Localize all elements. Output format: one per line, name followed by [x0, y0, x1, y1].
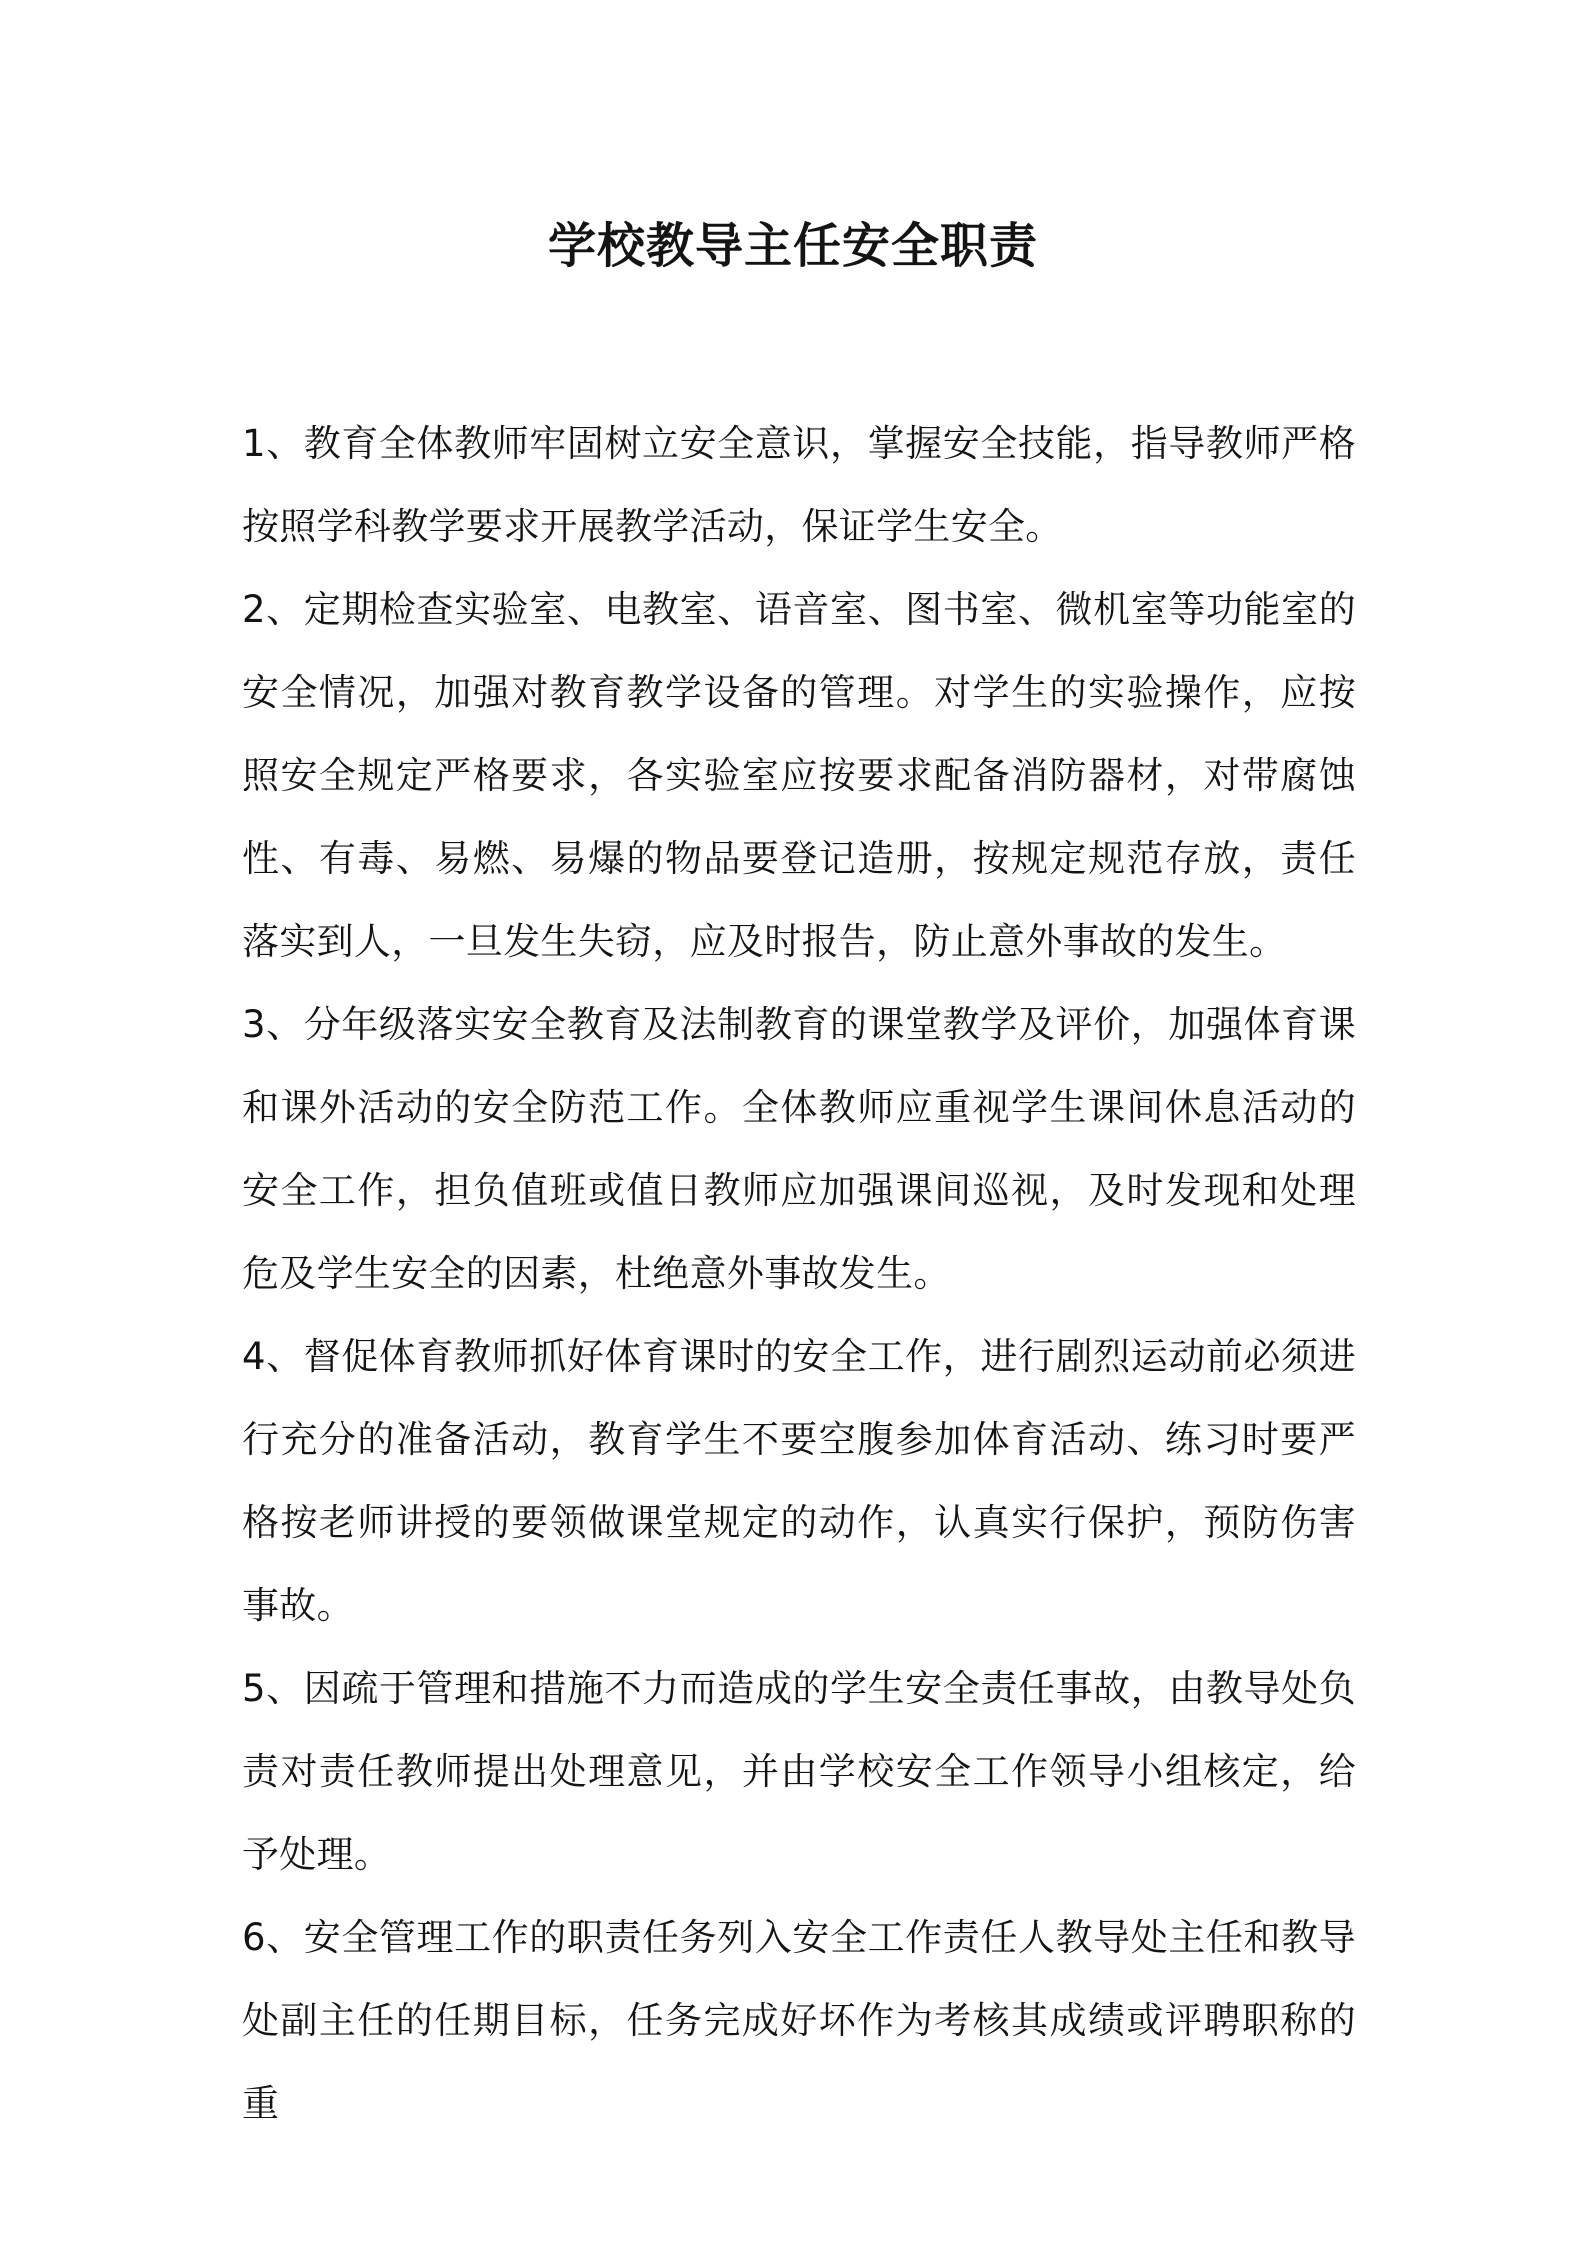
document-body — [242, 402, 1356, 2145]
document-title: 学校教导主任安全职责 — [547, 218, 1038, 274]
paragraph-4: 4、督促体育教师抓好体育课时的安全工作，进行剧烈运动前必须进行充分的准备活动，教育学生不要空腹参加体育活动、练习时要严格按老师讲授的要领做课堂规定的动作，认真实行保护，预防伤害事故。 — [242, 1335, 1356, 1627]
paragraph-2: 2、定期检查实验室、电教室、语音室、图书室、微机室等功能室的安全情况，加强对教育教学设备的管理。对学生的实验操作，应按照安全规定严格要求，各实验室应按要求配备消防器材，对带腐蚀性、有毒、易燃、易爆的物品要登记造册，按规定规范存放，责任落实到人，一旦发生失窃，应及时报告，防止意外事故的发生。 — [242, 588, 1356, 963]
paragraph-3: 3、分年级落实安全教育及法制教育的课堂教学及评价，加强体育课和课外活动的安全防范工作。全体教师应重视学生课间休息活动的安全工作，担负值班或值日教师应加强课间巡视，及时发现和处理危及学生安全的因素，杜绝意外事故发生。 — [242, 1003, 1356, 1295]
paragraph-6: 6、安全管理工作的职责任务列入安全工作责任人教导处主任和教导处副主任的任期目标，任务完成好坏作为考核其成绩或评聘职称的重 — [242, 1916, 1356, 2125]
paragraph-1: 1、教育全体教师牢固树立安全意识，掌握安全技能，指导教师严格按照学科教学要求开展教学活动，保证学生安全。 — [242, 422, 1356, 548]
paragraph-5: 5、因疏于管理和措施不力而造成的学生安全责任事故，由教导处负责对责任教师提出处理意见，并由学校安全工作领导小组核定，给予处理。 — [242, 1667, 1356, 1876]
